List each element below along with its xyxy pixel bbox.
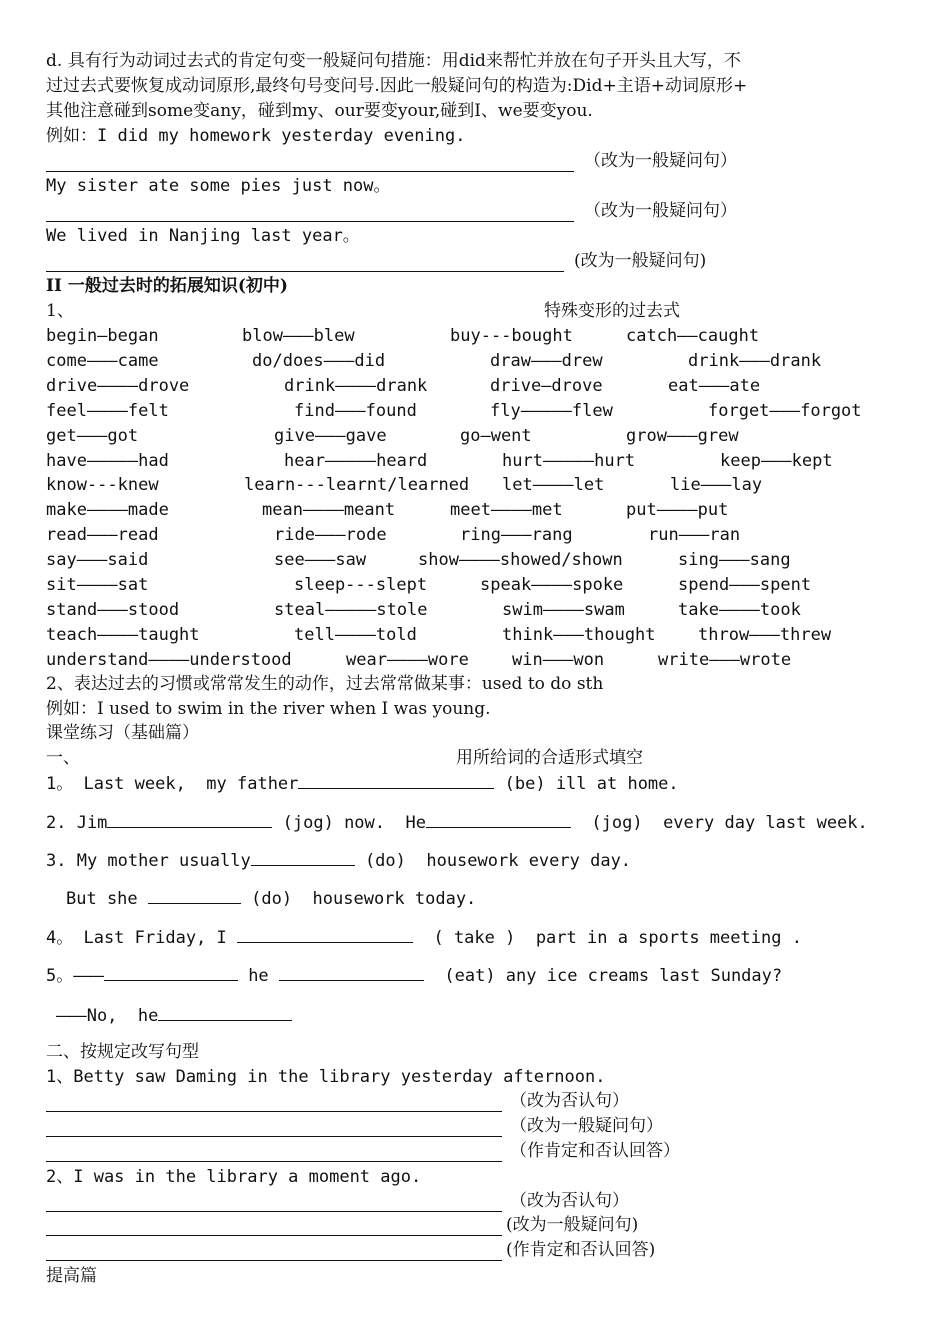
part-1-heading: 用所给词的合适形式填空 [456,748,643,768]
verb-form-pair: see———saw [274,550,367,571]
verb-form-pair: come———came [46,350,159,371]
example-sentence-3: We lived in Nanjing last year。 [46,226,360,246]
answer-line[interactable] [46,1136,502,1137]
verb-form-pair: know---knew [46,475,159,496]
instruction-note: (改为一般疑问句) [574,251,707,271]
answer-line[interactable] [46,1161,502,1162]
item-2-example: 例如：I used to swim in the river when I was young. [46,699,491,719]
intro-line-1: d. 具有行为动词过去式的肯定句变一般疑问句措施：用did来帮忙并放在句子开头且大写，不 [46,51,741,71]
verb-form-pair: drive————drove [46,375,190,396]
verb-form-pair: think———thought [502,624,656,645]
question-text: 2. Jim [46,813,108,833]
verb-form-pair: sing———sang [678,550,791,571]
verb-form-pair: draw———drew [490,350,603,371]
verb-form-pair: understand————understood [46,649,292,670]
verb-form-pair: tell————told [294,624,417,645]
question-text: 1。 Last week, my father [46,774,299,794]
question-1 [46,772,679,795]
verb-form-pair: spend———spent [678,575,812,595]
fill-blank[interactable] [251,849,355,866]
fill-blank[interactable] [237,926,413,943]
verb-form-pair: speak————spoke [480,575,624,595]
verb-form-pair: put————put [626,500,729,521]
advanced-section-title: 提高篇 [46,1266,97,1286]
answer-line[interactable] [46,1260,502,1261]
verb-form-pair: write———wrote [658,649,792,670]
instruction-note: （改为否认句） [510,1191,629,1211]
verb-form-pair: learn---learnt/learned [244,475,470,496]
verb-form-pair: drink————drank [284,375,428,396]
verb-form-pair: wear————wore [346,649,469,670]
answer-line[interactable] [46,221,574,222]
instruction-note: （改为一般疑问句） [510,1116,663,1136]
question-5-answer [56,1004,292,1027]
answer-line[interactable] [46,271,564,272]
question-text: 5。——— [46,966,104,986]
verb-form-pair: win———won [512,649,605,670]
example-sentence-1: 例如：I did my homework yesterday evening. [46,126,466,146]
verb-form-pair: mean————meant [262,500,396,521]
verb-form-pair: teach————taught [46,624,200,645]
verb-form-pair: ride———rode [274,525,387,546]
example-sentence-2: My sister ate some pies just now。 [46,176,391,196]
verb-form-pair: sit————sat [46,575,149,595]
verb-form-pair: drink———drank [688,350,822,371]
verb-form-pair: read———read [46,525,159,546]
verb-form-pair: run———ran [648,525,741,546]
rewrite-sentence-2: 2、I was in the library a moment ago. [46,1167,422,1187]
verb-form-pair: catch——caught [626,326,760,346]
instruction-note: （作肯定和否认回答） [510,1141,680,1161]
table-heading: 特殊变形的过去式 [544,301,680,321]
verb-form-pair: let————let [502,475,605,496]
verb-form-pair: blow———blew [242,326,355,346]
fill-blank[interactable] [148,887,241,904]
verb-form-pair: find———found [294,400,417,421]
question-text: (do) housework today. [240,889,477,909]
verb-form-pair: do/does———did [252,350,386,371]
item-2: 2、表达过去的习惯或常常发生的动作，过去常常做某事：used to do sth [46,674,604,694]
item-number: 1、 [46,301,74,321]
section-title: II 一般过去时的拓展知识(初中) [46,276,288,296]
answer-line[interactable] [46,1211,502,1212]
intro-line-3: 其他注意碰到some变any，碰到my、our要变your,碰到I、we要变you. [46,101,593,121]
verb-form-pair: begin—began [46,326,159,346]
question-text: (jog) every day last week. [570,813,868,833]
instruction-note: (作肯定和否认回答) [506,1240,656,1260]
verb-form-pair: grow———grew [626,425,739,446]
question-text: (eat) any ice creams last Sunday? [423,966,783,986]
verb-form-pair: hurt—————hurt [502,450,636,471]
verb-form-pair: buy---bought [450,326,573,346]
verb-form-pair: ring———rang [460,525,573,546]
question-2 [46,811,868,834]
part-1-number: 一、 [46,748,80,768]
verb-form-pair: hear—————heard [284,450,428,471]
intro-line-2: 过过去式要恢复成动词原形,最终句号变问号.因此一般疑问句的构造为:Did+主语+动词原形+ [46,76,748,96]
verb-form-pair: get———got [46,425,139,446]
verb-form-pair: lie———lay [670,475,763,496]
fill-blank[interactable] [279,964,424,981]
verb-form-pair: say———said [46,550,149,571]
rewrite-sentence-1: 1、Betty saw Daming in the library yesterday afternoon. [46,1067,606,1087]
verb-form-pair: sleep---slept [294,575,428,595]
question-4 [46,926,802,949]
question-3 [46,849,631,872]
fill-blank[interactable] [298,772,494,789]
part-2-title: 二、按规定改写句型 [46,1042,199,1062]
instruction-note: （改为一般疑问句） [584,201,737,221]
question-text: ( take ) part in a sports meeting . [413,928,802,948]
verb-form-pair: make————made [46,500,169,521]
instruction-note: (改为一般疑问句) [506,1215,639,1235]
question-text: (do) housework every day. [354,851,632,871]
verb-form-pair: steal—————stole [274,599,428,620]
question-5 [46,964,782,987]
verb-form-pair: eat———ate [668,375,761,396]
verb-form-pair: go—went [460,425,532,446]
verb-form-pair: give———gave [274,425,387,446]
instruction-note: （改为否认句） [510,1091,629,1111]
question-text: 3. My mother usually [46,851,251,871]
question-text: ———No, he [56,1006,159,1026]
answer-line[interactable] [46,171,574,172]
practice-title: 课堂练习（基础篇） [46,723,199,743]
question-text: But she [66,889,148,909]
verb-form-pair: meet————met [450,500,563,521]
verb-form-pair: throw———threw [698,624,832,645]
question-text: he [237,966,279,986]
verb-form-pair: take————took [678,599,801,620]
verb-form-pair: feel————felt [46,400,169,421]
instruction-note: （改为一般疑问句） [584,151,737,171]
verb-form-pair: show————showed/shown [418,550,623,571]
verb-form-pair: have—————had [46,450,169,471]
verb-form-pair: keep———kept [720,450,833,471]
fill-blank[interactable] [426,811,571,828]
question-text: (jog) now. He [272,813,426,833]
question-text: 4。 Last Friday, I [46,928,237,948]
fill-blank[interactable] [107,811,272,828]
answer-line[interactable] [46,1111,502,1112]
question-text: (be) ill at home. [494,774,679,794]
verb-form-pair: swim————swam [502,599,625,620]
verb-form-pair: stand———stood [46,599,180,620]
verb-form-pair: fly—————flew [490,400,613,421]
question-3-continued [66,887,476,910]
fill-blank[interactable] [104,964,238,981]
fill-blank[interactable] [158,1004,292,1021]
answer-line[interactable] [46,1235,502,1236]
verb-form-pair: drive—drove [490,375,603,396]
verb-form-pair: forget———forgot [708,400,862,421]
